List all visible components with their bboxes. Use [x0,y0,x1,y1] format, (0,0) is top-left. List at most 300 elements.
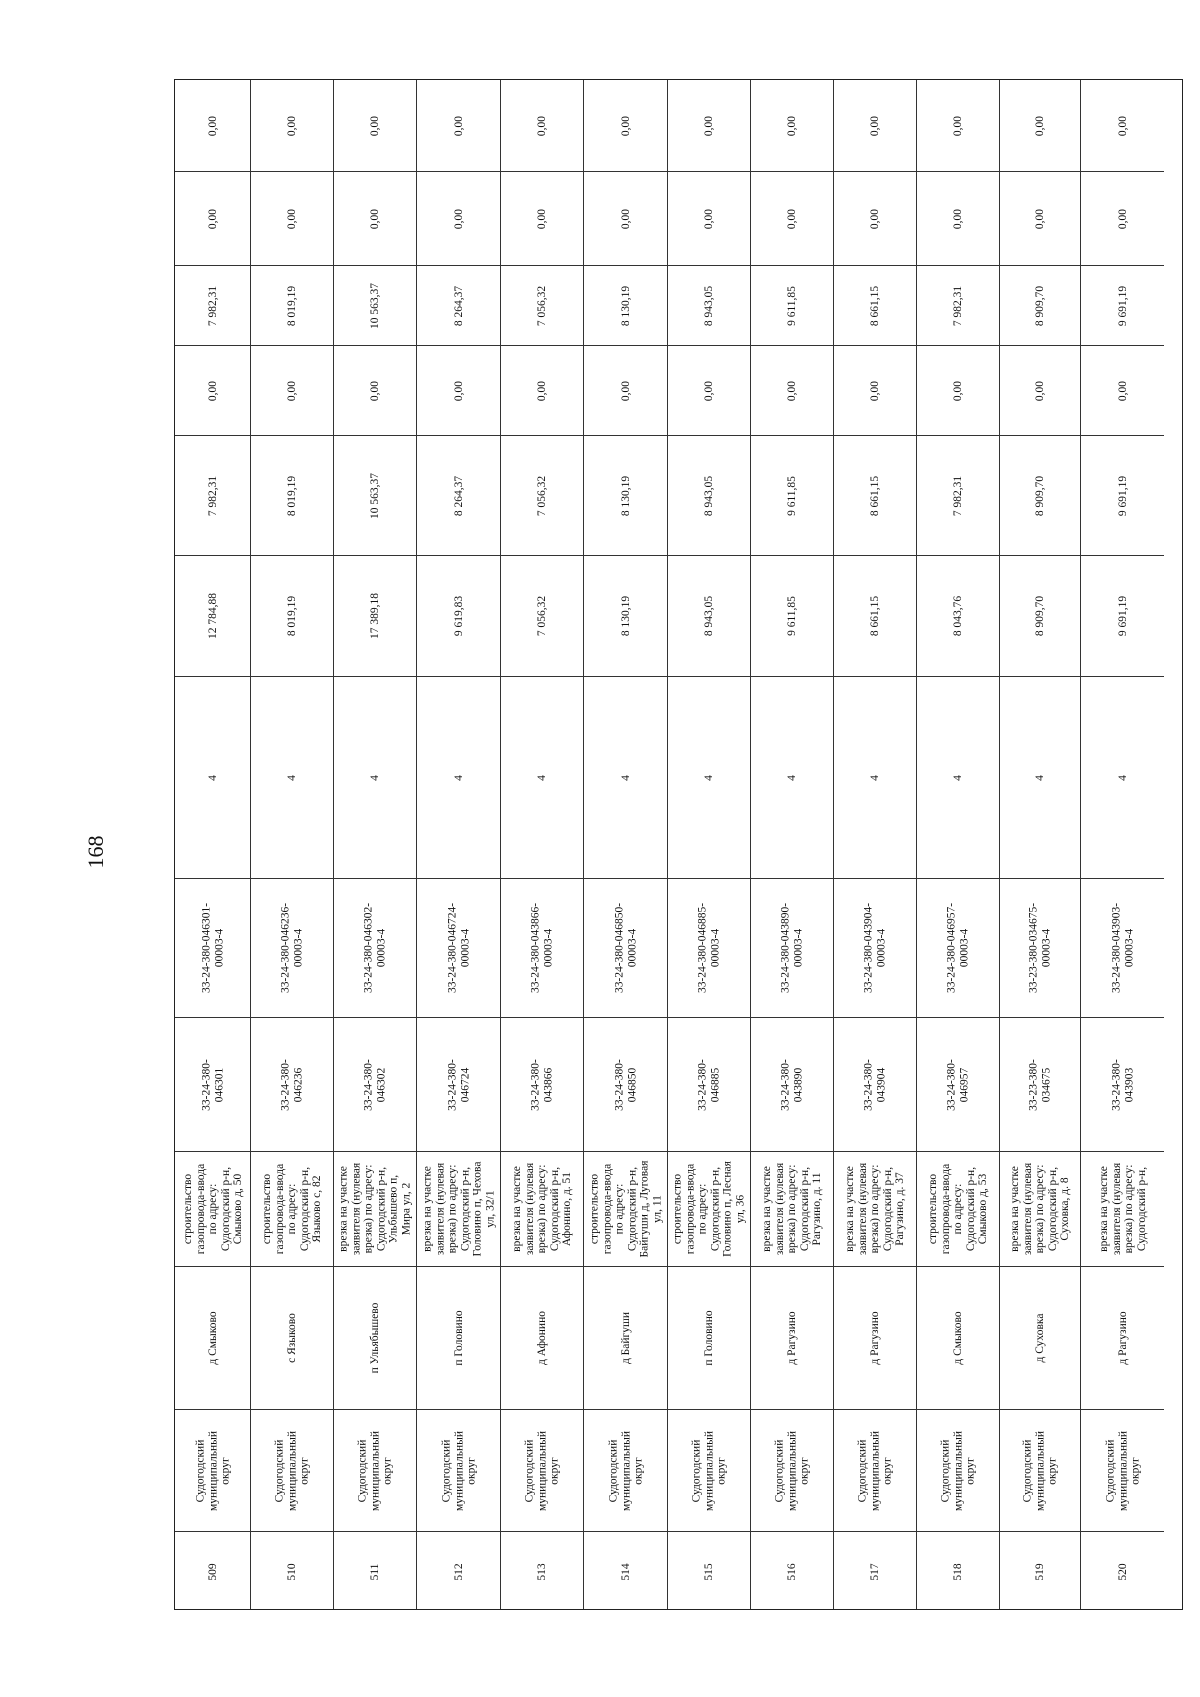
cell-cadastral [834,1017,916,1151]
cell-text-v3: 0,00 [702,380,715,401]
cell-cadastral [1081,1017,1164,1151]
cell-cadastral [417,1017,500,1151]
cell-text-v3: 0,00 [206,380,219,401]
cell-text-description: врезка на участке заявителя (нулевая врезка) по адресу: Судогодский р-н, Суховка, д. 8 [1008,1162,1071,1256]
cell-v6 [175,80,250,171]
cell-text-no: 510 [285,1562,298,1581]
cell-text-no: 509 [206,1562,219,1581]
cell-text-description: строительство газопровода-ввода по адресу: Судогодский р-н, Байгуши д, Луговая ул, 11 [588,1160,663,1258]
cell-text-code: 33-24-380-043890- 00003-4 [779,902,804,994]
cell-code [175,878,250,1017]
cell-code [501,878,583,1017]
cell-no [417,1531,500,1611]
page-number: 168 [83,835,108,869]
cell-cadastral [751,1017,833,1151]
cell-text-cadastral: 33-24-380- 046236 [279,1058,304,1111]
cell-text-v1: 12 784,88 [206,593,219,639]
cell-text-description: врезка на участке заявителя (нулевая врезка) по адресу: Судогодский р-н, Ульбышево п, Мира ул, 2 [337,1162,412,1256]
cell-district [1000,1409,1080,1531]
cell-text-code: 33-24-380-046302- 00003-4 [362,902,387,994]
cell-description [1000,1151,1080,1266]
cell-text-v5: 0,00 [1033,208,1046,229]
cell-text-v5: 0,00 [868,208,881,229]
cell-text-v4: 8 264,37 [452,285,465,326]
cell-text-cadastral: 33-24-380- 046724 [446,1058,471,1111]
cell-code [251,878,333,1017]
cell-text-settlement: д Рагузино [868,1311,881,1365]
cell-text-settlement: д Рагузино [1116,1311,1129,1365]
cell-text-category: 4 [368,774,381,781]
cell-settlement [501,1266,583,1409]
cell-text-v2: 9 691,19 [1116,475,1129,516]
cell-code [1000,878,1080,1017]
cell-text-description: врезка на участке заявителя (нулевая врезка) по адресу: Судогодский р-н, [1097,1162,1147,1256]
cell-code [834,878,916,1017]
cell-text-v4: 9 611,85 [785,285,798,326]
table-row [500,80,583,1609]
cell-text-settlement: с Языково [285,1313,298,1363]
cell-description [501,1151,583,1266]
cell-no [917,1531,999,1611]
table-row [916,80,999,1609]
cell-settlement [175,1266,250,1409]
cell-v1 [917,555,999,676]
cell-v2 [834,435,916,555]
cell-text-v1: 8 043,76 [951,595,964,637]
cell-text-settlement: д Смыково [206,1311,219,1365]
cell-v6 [251,80,333,171]
cell-district [834,1409,916,1531]
cell-settlement [668,1266,750,1409]
cell-v3 [1081,345,1164,435]
cell-v3 [1000,345,1080,435]
cell-text-v1: 9 611,85 [785,596,798,636]
cell-text-district: Судогодский муниципальный округ [356,1430,394,1511]
cell-v2 [334,435,416,555]
cell-v1 [334,555,416,676]
cell-text-v6: 0,00 [535,115,548,136]
cell-text-description: врезка на участке заявителя (нулевая врезка) по адресу: Судогодский р-н, Головино п, Чехова ул, 32/1 [421,1161,496,1257]
cell-description [334,1151,416,1266]
cell-settlement [251,1266,333,1409]
cell-v5 [501,171,583,265]
table-row [583,80,667,1609]
cell-text-v4: 9 691,19 [1116,285,1129,326]
cell-cadastral [334,1017,416,1151]
cell-code [751,878,833,1017]
table-row [416,80,500,1609]
cell-text-v3: 0,00 [535,380,548,401]
cell-text-v4: 8 661,15 [868,285,881,326]
cell-text-v6: 0,00 [1033,115,1046,136]
cell-text-category: 4 [535,774,548,781]
cell-v6 [501,80,583,171]
cell-text-v2: 7 982,31 [206,475,219,516]
cell-v4 [917,265,999,345]
cell-text-cadastral: 33-24-380- 043890 [779,1058,804,1111]
cell-category [668,676,750,878]
cell-v1 [501,555,583,676]
cell-text-v1: 9 691,19 [1116,595,1129,637]
cell-v4 [668,265,750,345]
cell-text-category: 4 [619,774,632,781]
cell-cadastral [501,1017,583,1151]
cell-text-cadastral: 33-24-380- 046957 [945,1058,970,1111]
cell-text-no: 518 [951,1562,964,1581]
cell-text-v3: 0,00 [1116,380,1129,401]
cell-code [334,878,416,1017]
cell-text-v6: 0,00 [206,115,219,136]
cell-cadastral [917,1017,999,1151]
cell-district [917,1409,999,1531]
cell-text-v5: 0,00 [619,208,632,229]
cell-text-code: 33-24-380-046850- 00003-4 [613,902,638,994]
cell-no [584,1531,667,1611]
cell-v3 [251,345,333,435]
cell-text-description: строительство газопровода-ввода по адресу: Судогодский р-н, Смыково д, 50 [181,1163,244,1255]
cell-text-no: 514 [619,1562,632,1581]
cell-v3 [501,345,583,435]
cell-category [175,676,250,878]
cell-text-v3: 0,00 [1033,380,1046,401]
cell-description [834,1151,916,1266]
cell-v5 [251,171,333,265]
cell-text-district: Судогодский муниципальный округ [523,1430,561,1511]
table-row [175,80,250,1609]
cell-code [668,878,750,1017]
cell-v6 [1081,80,1164,171]
cell-text-district: Судогодский муниципальный округ [606,1430,644,1511]
cell-text-category: 4 [702,774,715,781]
cell-settlement [917,1266,999,1409]
cell-category [1000,676,1080,878]
cell-text-v1: 7 056,32 [535,595,548,637]
cell-no [1081,1531,1164,1611]
cell-text-district: Судогодский муниципальный округ [1103,1430,1141,1511]
cell-text-settlement: д Рагузино [785,1311,798,1365]
cell-v5 [668,171,750,265]
cell-text-settlement: д Байгуши [619,1311,632,1365]
table-row [667,80,750,1609]
cell-settlement [751,1266,833,1409]
cell-v4 [834,265,916,345]
cell-text-v6: 0,00 [368,115,381,136]
cell-district [175,1409,250,1531]
cell-text-cadastral: 33-24-380- 043866 [529,1058,554,1111]
cell-text-code: 33-24-380-043904- 00003-4 [862,902,887,994]
cell-text-v5: 0,00 [785,208,798,229]
cell-v2 [584,435,667,555]
cell-text-v2: 7 982,31 [951,475,964,516]
cell-v1 [834,555,916,676]
cell-v5 [1081,171,1164,265]
cell-description [417,1151,500,1266]
cell-text-district: Судогодский муниципальный округ [939,1430,977,1511]
cell-v3 [417,345,500,435]
cell-text-v6: 0,00 [285,115,298,136]
cell-cadastral [251,1017,333,1151]
cell-v4 [334,265,416,345]
cell-text-v4: 7 982,31 [206,285,219,326]
cell-text-v3: 0,00 [368,380,381,401]
cell-text-v4: 8 909,70 [1033,285,1046,326]
cell-text-v3: 0,00 [951,380,964,401]
cell-district [417,1409,500,1531]
cell-district [501,1409,583,1531]
cell-v2 [417,435,500,555]
cell-text-settlement: д Смыково [951,1311,964,1365]
cell-description [751,1151,833,1266]
cell-text-code: 33-24-380-046885- 00003-4 [696,902,721,994]
cell-text-v5: 0,00 [702,208,715,229]
cell-settlement [584,1266,667,1409]
cell-text-v1: 8 019,19 [285,595,298,637]
cell-text-code: 33-23-380-034675- 00003-4 [1027,902,1052,994]
cell-v2 [751,435,833,555]
cell-text-v2: 7 056,32 [535,475,548,516]
cell-no [334,1531,416,1611]
table-row [750,80,833,1609]
cell-no [175,1531,250,1611]
cell-text-v5: 0,00 [368,208,381,229]
cell-text-category: 4 [285,774,298,781]
cell-text-no: 520 [1116,1562,1129,1581]
cell-settlement [334,1266,416,1409]
cell-text-v6: 0,00 [702,115,715,136]
cell-code [584,878,667,1017]
cell-v1 [251,555,333,676]
cell-cadastral [175,1017,250,1151]
cell-v4 [1000,265,1080,345]
cell-text-v1: 8 909,70 [1033,595,1046,637]
table-row [333,80,416,1609]
cell-description [175,1151,250,1266]
cell-text-v6: 0,00 [619,115,632,136]
cell-text-v4: 8 130,19 [619,285,632,326]
cell-v5 [417,171,500,265]
cell-district [251,1409,333,1531]
cell-text-v6: 0,00 [1116,115,1129,136]
cell-text-v5: 0,00 [1116,208,1129,229]
table-row [1080,80,1164,1609]
cell-code [917,878,999,1017]
cell-cadastral [1000,1017,1080,1151]
cell-text-no: 515 [702,1562,715,1581]
cell-text-cadastral: 33-24-380- 046885 [696,1058,721,1111]
cell-category [584,676,667,878]
cell-description [917,1151,999,1266]
cell-v2 [501,435,583,555]
cell-v4 [501,265,583,345]
cell-v4 [751,265,833,345]
cell-text-settlement: п Головино [452,1310,465,1366]
cell-v2 [917,435,999,555]
table-row [999,80,1080,1609]
cell-category [334,676,416,878]
cell-v6 [417,80,500,171]
cell-v3 [917,345,999,435]
cell-text-v2: 9 611,85 [785,475,798,516]
cell-text-v2: 8 130,19 [619,475,632,516]
cell-text-v2: 8 909,70 [1033,475,1046,516]
cell-text-cadastral: 33-24-380- 043904 [862,1058,887,1111]
cell-text-v1: 8 943,05 [702,595,715,637]
cell-v3 [334,345,416,435]
cell-v6 [584,80,667,171]
cell-category [751,676,833,878]
cell-v5 [334,171,416,265]
cell-text-v1: 9 619,83 [452,595,465,637]
cell-v4 [175,265,250,345]
cell-text-v5: 0,00 [535,208,548,229]
cell-text-settlement: д Афонино [535,1311,548,1366]
cell-v6 [917,80,999,171]
cell-settlement [1000,1266,1080,1409]
cell-text-v3: 0,00 [868,380,881,401]
cell-text-v1: 8 661,15 [868,595,881,637]
cell-text-v4: 10 563,37 [368,282,381,329]
cell-no [751,1531,833,1611]
cell-text-description: врезка на участке заявителя (нулевая врезка) по адресу: Судогодский р-н, Рагузино, д. 37 [843,1162,906,1256]
cell-v6 [334,80,416,171]
cell-text-description: строительство газопровода-ввода по адресу: Судогодский р-н, Смыково д, 53 [926,1163,989,1255]
cell-v2 [1081,435,1164,555]
cell-text-v2: 10 563,37 [368,472,381,519]
cell-no [251,1531,333,1611]
cell-text-district: Судогодский муниципальный округ [856,1430,894,1511]
cell-text-v2: 8 943,05 [702,475,715,516]
cell-v5 [834,171,916,265]
cell-v5 [175,171,250,265]
cell-text-description: врезка на участке заявителя (нулевая врезка) по адресу: Судогодский р-н, Афонино, д. 51 [510,1162,573,1256]
cell-text-code: 33-24-380-043866- 00003-4 [529,902,554,994]
cell-no [1000,1531,1080,1611]
cell-v5 [584,171,667,265]
cell-text-v4: 7 982,31 [951,285,964,326]
cell-text-v1: 8 130,19 [619,595,632,637]
cell-v3 [668,345,750,435]
cell-v5 [1000,171,1080,265]
cell-text-no: 513 [535,1562,548,1581]
cell-category [417,676,500,878]
cell-district [584,1409,667,1531]
cell-text-no: 519 [1033,1562,1046,1581]
cell-text-settlement: п Ульябышево [368,1302,381,1374]
cell-text-cadastral: 33-24-380- 043903 [1110,1058,1135,1111]
cell-text-code: 33-24-380-046957- 00003-4 [945,902,970,994]
cell-text-district: Судогодский муниципальный округ [1021,1430,1059,1511]
cell-cadastral [584,1017,667,1151]
cell-text-district: Судогодский муниципальный округ [273,1430,311,1511]
cell-text-code: 33-24-380-046236- 00003-4 [279,902,304,994]
cell-settlement [1081,1266,1164,1409]
cell-text-v1: 17 389,18 [368,593,381,639]
cell-text-code: 33-24-380-046724- 00003-4 [446,902,471,994]
cell-code [417,878,500,1017]
cell-v3 [751,345,833,435]
cell-text-v4: 8 019,19 [285,285,298,326]
cell-v1 [668,555,750,676]
cell-text-district: Судогодский муниципальный округ [773,1430,811,1511]
cell-text-settlement: д Суховка [1033,1313,1046,1363]
cell-v2 [1000,435,1080,555]
cell-code [1081,878,1164,1017]
cell-text-category: 4 [206,774,219,781]
cell-text-v4: 8 943,05 [702,285,715,326]
cell-v5 [751,171,833,265]
cell-text-code: 33-24-380-043903- 00003-4 [1110,902,1135,994]
cell-v6 [668,80,750,171]
cell-category [251,676,333,878]
cell-text-no: 516 [785,1562,798,1581]
cell-v2 [251,435,333,555]
cell-text-description: строительство газопровода-ввода по адресу: Судогодский р-н, Языково с, 82 [260,1163,323,1255]
cell-text-v3: 0,00 [785,380,798,401]
cell-text-category: 4 [785,774,798,781]
cell-text-v3: 0,00 [285,380,298,401]
cell-district [751,1409,833,1531]
cell-category [917,676,999,878]
cell-text-v2: 8 661,15 [868,475,881,516]
cell-text-v3: 0,00 [452,380,465,401]
data-table [174,79,1183,1610]
cell-v2 [175,435,250,555]
cell-text-description: врезка на участке заявителя (нулевая врезка) по адресу: Судогодский р-н, Рагузино, д. 11 [760,1162,823,1256]
cell-text-cadastral: 33-24-380- 046301 [200,1058,225,1111]
cell-district [668,1409,750,1531]
cell-v1 [417,555,500,676]
cell-text-no: 512 [452,1562,465,1581]
cell-v3 [584,345,667,435]
cell-text-v6: 0,00 [785,115,798,136]
cell-no [668,1531,750,1611]
cell-text-category: 4 [951,774,964,781]
cell-text-district: Судогодский муниципальный округ [439,1430,477,1511]
cell-v6 [1000,80,1080,171]
cell-text-category: 4 [1116,774,1129,781]
cell-category [834,676,916,878]
cell-text-description: строительство газопровода-ввода по адресу: Судогодский р-н, Головино п, Лесная ул, 36 [671,1161,746,1257]
cell-text-category: 4 [1033,774,1046,781]
cell-text-v5: 0,00 [285,208,298,229]
cell-v1 [1000,555,1080,676]
cell-v4 [1081,265,1164,345]
cell-text-v6: 0,00 [868,115,881,136]
cell-text-no: 511 [368,1563,381,1580]
cell-text-cadastral: 33-23-380- 034675 [1027,1058,1052,1111]
cell-description [1081,1151,1164,1266]
cell-category [1081,676,1164,878]
cell-settlement [417,1266,500,1409]
cell-text-v2: 8 019,19 [285,475,298,516]
cell-v6 [834,80,916,171]
cell-text-v6: 0,00 [452,115,465,136]
cell-district [334,1409,416,1531]
cell-text-v5: 0,00 [951,208,964,229]
cell-cadastral [668,1017,750,1151]
cell-v6 [751,80,833,171]
cell-text-cadastral: 33-24-380- 046302 [362,1058,387,1111]
cell-v1 [1081,555,1164,676]
cell-text-settlement: п Головино [702,1310,715,1366]
cell-text-district: Судогодский муниципальный округ [193,1430,231,1511]
cell-text-v4: 7 056,32 [535,285,548,326]
cell-v4 [417,265,500,345]
cell-category [501,676,583,878]
cell-text-code: 33-24-380-046301- 00003-4 [200,902,225,994]
cell-v2 [668,435,750,555]
cell-no [834,1531,916,1611]
